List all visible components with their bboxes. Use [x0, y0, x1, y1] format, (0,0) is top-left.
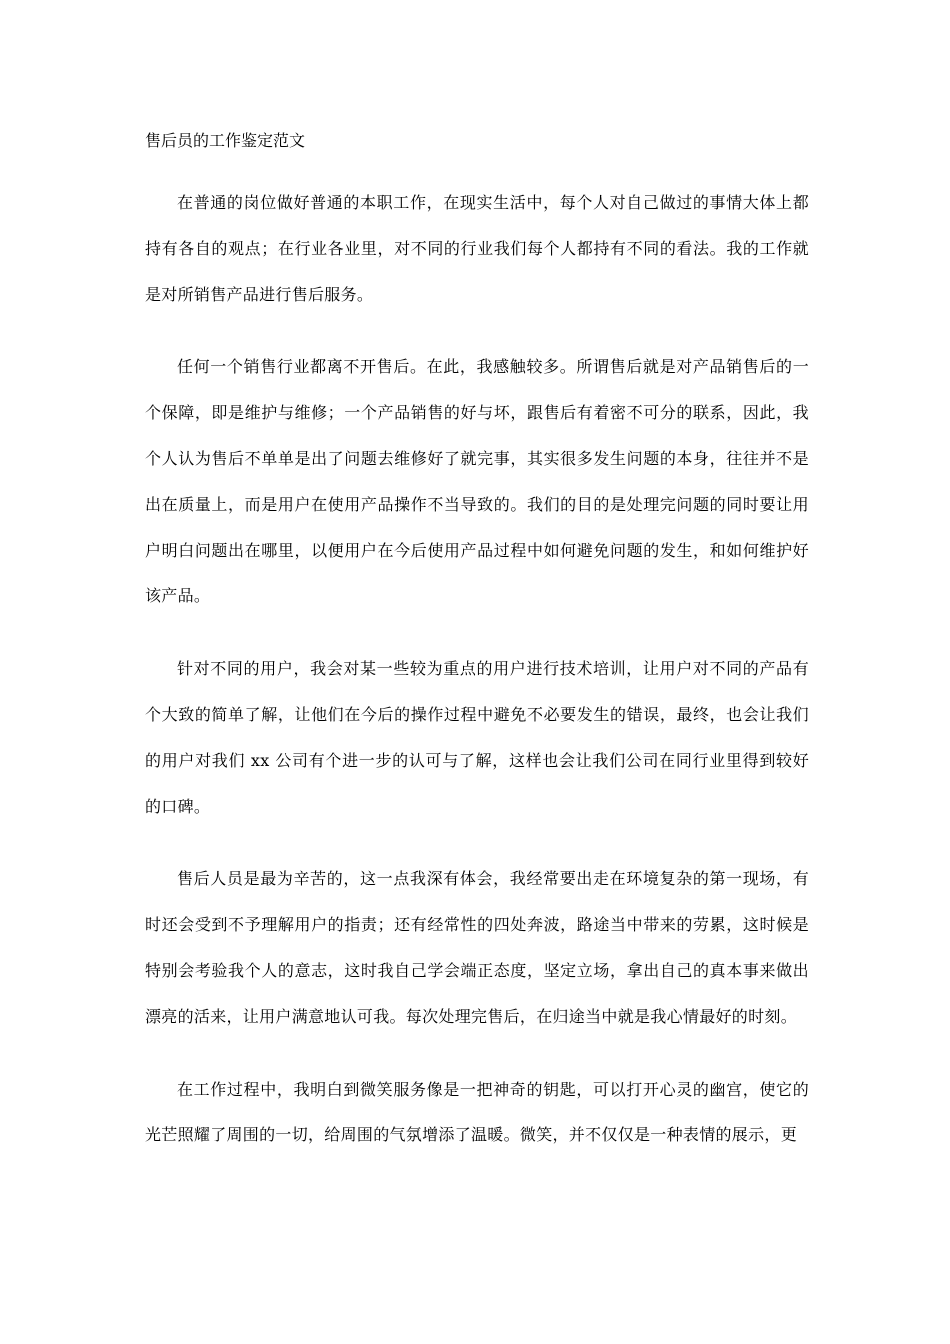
paragraph-5: 在工作过程中，我明白到微笑服务像是一把神奇的钥匙，可以打开心灵的幽宫，使它的光芒照耀了周围的一切，给周围的气氛增添了温暖。微笑，并不仅仅是一种表情的展示，更	[145, 1079, 809, 1145]
paragraph-4: 售后人员是最为辛苦的，这一点我深有体会，我经常要出走在环境复杂的第一现场，有时还会受到不予理解用户的指责；还有经常性的四处奔波，路途当中带来的劳累，这时候是特别会考验我个人的意志，这时我自己学会端正态度，坚定立场，拿出自己的真本事来做出漂亮的活来，让用户满意地认可我。每次处理完售后，在归途当中就是我心情最好的时刻。	[145, 869, 809, 1026]
paragraph-3: 针对不同的用户，我会对某一些较为重点的用户进行技术培训，让用户对不同的产品有个大致的简单了解，让他们在今后的操作过程中避免不必要发生的错误，最终，也会让我们的用户对我们 xx 公司有个进一步的认可与了解，这样也会让我们公司在同行业里得到较好的口碑。	[145, 659, 809, 816]
document-page	[145, 126, 809, 1185]
paragraph-2: 任何一个销售行业都离不开售后。在此，我感触较多。所谓售后就是对产品销售后的一个保障，即是维护与维修；一个产品销售的好与坏，跟售后有着密不可分的联系，因此，我个人认为售后不单单是出了问题去维修好了就完事，其实很多发生问题的本身，往往并不是出在质量上，而是用户在使用产品操作不当导致的。我们的目的是处理完问题的同时要让用户明白问题出在哪里，以便用户在今后使用产品过程中如何避免问题的发生，和如何维护好该产品。	[145, 357, 809, 606]
document-title: 售后员的工作鉴定范文	[145, 131, 306, 150]
paragraph-1: 在普通的岗位做好普通的本职工作，在现实生活中，每个人对自己做过的事情大体上都持有各自的观点；在行业各业里，对不同的行业我们每个人都持有不同的看法。我的工作就是对所销售产品进行售后服务。	[145, 193, 809, 304]
